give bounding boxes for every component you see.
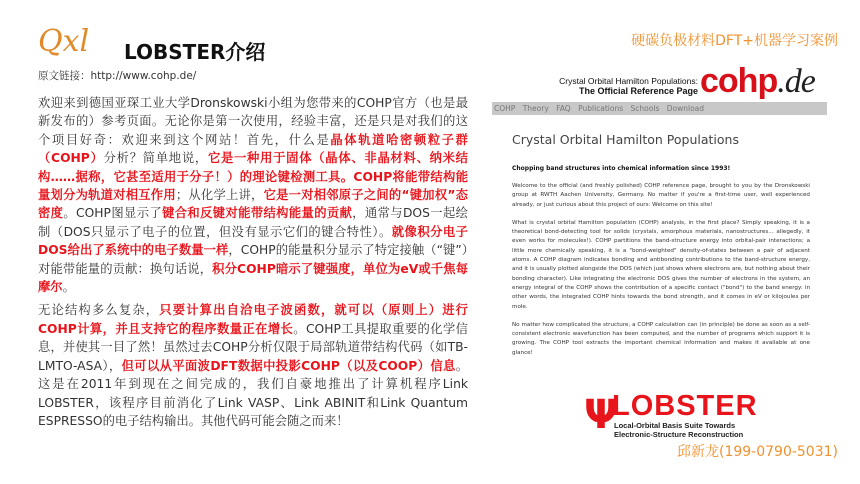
contact-info: 邱新龙(199-0790-5031) xyxy=(676,444,838,460)
intro-text xyxy=(38,94,468,435)
site-paragraph: No matter how complicated the structure, a COHP calculation can (in principle) be done as soon as a self-consistent electronic wavefunction has been computed, and the number of programs which support it is growing. The COHP tool extracts the important chemical information and makes it available at one glance! xyxy=(512,321,810,356)
cohp-logo-main: cohp xyxy=(700,62,778,100)
lobster-sub-1: Local-Orbital Basis Suite Towards xyxy=(614,421,736,430)
highlight-text: 它是一对相邻原子之间的“键加权”态密度 xyxy=(38,188,468,221)
body-text: 。这是在2011年到现在之间完成的，我们自豪地推出了计算机程序Link LOBSTER，该程序目前消化了Link VASP、Link ABINIT和Link Quantum ESPRESSO的电子结构输出。其他代码可能会随之而来！ xyxy=(38,358,468,428)
nav-publications[interactable]: Publications xyxy=(578,104,624,113)
nav-download[interactable]: Download xyxy=(666,104,705,113)
site-body xyxy=(512,182,810,367)
lobster-claw-icon: Ψ xyxy=(584,392,618,438)
cohp-logo xyxy=(700,62,815,101)
body-text: 。COHP工具提取重要的化学信息，并使其一目了然！虽然过去COHP分析仅限于局部轨道带结构代码（如TB-LMTO-ASA）， xyxy=(38,321,468,373)
highlight-text: 键合和反键对能带结构能量的贡献 xyxy=(162,206,353,221)
body-text: 分析？简单地说， xyxy=(103,151,208,166)
cohp-logo-ext: .de xyxy=(777,63,815,100)
highlight-text: 积分COHP暗示了键强度，单位为eV或千焦每摩尔 xyxy=(38,261,468,295)
site-paragraph: Welcome to the official (and freshly polished) COHP reference page, brought to you by the Dronskowski group at RWTH Aachen University, Germany. No matter if you're a first-time user, well experienced already, or just curious about this project of ours: Welcome on this site! xyxy=(512,183,810,208)
page-title: LOBSTER介绍 xyxy=(124,40,266,64)
series-title: 硬碳负极材料DFT+机器学习案例 xyxy=(631,33,838,49)
highlight-text: 但可以从平面波DFT数据中投影COHP（以及COOP）信息 xyxy=(121,358,456,373)
qxl-logo: Qxl xyxy=(38,24,90,59)
nav-faq[interactable]: FAQ xyxy=(556,104,571,113)
body-text: 。 xyxy=(62,280,75,295)
site-header-text xyxy=(559,76,698,96)
site-header-line2: The Official Reference Page xyxy=(578,86,698,96)
nav-schools[interactable]: Schools xyxy=(630,104,660,113)
body-text: 欢迎来到德国亚琛工业大学Dronskowski小组为您带来的COHP官方（也是最新发布的）参考页面。无论你是第一次使用，经验丰富，还是只是对我们的这个项目好奇：欢迎来到这个网站！首先，什么是 xyxy=(38,96,468,147)
lobster-name: LOBSTER xyxy=(612,390,758,422)
body-text: ，COHP的能量积分显示了特定接触（“键”）对能带能量的贡献：换句话说， xyxy=(38,243,468,276)
lobster-sub-2: Electronic-Structure Reconstruction xyxy=(614,429,744,439)
highlight-text: 它是一种用于固体（晶体、非晶材料、纳米结构……据称，它甚至适用于分子！）的理论键检测工具。COHP将能带结构能量划分为轨道对相互作用 xyxy=(38,151,468,203)
site-nav xyxy=(492,102,827,115)
site-header-line1: Crystal Orbital Hamilton Populations: xyxy=(559,76,698,86)
nav-cohp[interactable]: COHP xyxy=(494,104,516,113)
highlight-text: 只要计算出自洽电子波函数，就可以（原则上）进行COHP计算，并且支持它的程序数量正在增长 xyxy=(38,303,468,336)
lobster-subtitle xyxy=(614,422,743,439)
site-title: Crystal Orbital Hamilton Populations xyxy=(512,132,739,147)
nav-theory[interactable]: Theory xyxy=(522,104,549,113)
body-text: ；从化学上讲， xyxy=(175,188,264,203)
body-text: ，通常与DOS一起绘制（DOS只显示了电子的位置，但没有显示它们的键合特性）。 xyxy=(38,206,468,239)
lobster-logo xyxy=(584,392,804,442)
highlight-text: 晶体轨道哈密顿粒子群（COHP） xyxy=(38,132,468,166)
source-link[interactable]: 原文链接：http://www.cohp.de/ xyxy=(38,70,197,82)
body-text: 无论结构多么复杂， xyxy=(38,303,160,318)
paragraph-2 xyxy=(38,301,468,430)
site-paragraph: What is crystal orbital Hamilton population (COHP) analysis, in the first place? Simply speaking, it is a theoretical bond-detecting tool for solids (crystals, amorphous materials, nanostructures... allegedly, it even works for molecules!). COHP partitions the band-structure energy into orbital-pair interactions; a little more chemically speaking, it is a "bond-weighted" density-of-states between a pair of adjacent atoms. A COHP diagram indicates bonding and antibonding contributions to the band-structure energy, and it is usually plotted alongside the DOS (which just shows where electrons are, but nothing about their bonding character). Like integrating the electronic DOS gives the number of electrons in the system, an energy integral of the COHP shows the contribution of a specific contact ("bond") to the band energy: in other words, the integrated COHP hints towards the bond strength, and it comes in eV or kilojoules per mole. xyxy=(512,219,810,310)
body-text: 。COHP图显示了 xyxy=(63,206,163,221)
paragraph-1 xyxy=(38,94,468,296)
site-tagline: Chopping band structures into chemical information since 1993! xyxy=(512,165,731,172)
highlight-text: 就像积分电子DOS给出了系统中的电子数量一样 xyxy=(38,224,468,258)
cohp-website-screenshot xyxy=(492,62,840,444)
